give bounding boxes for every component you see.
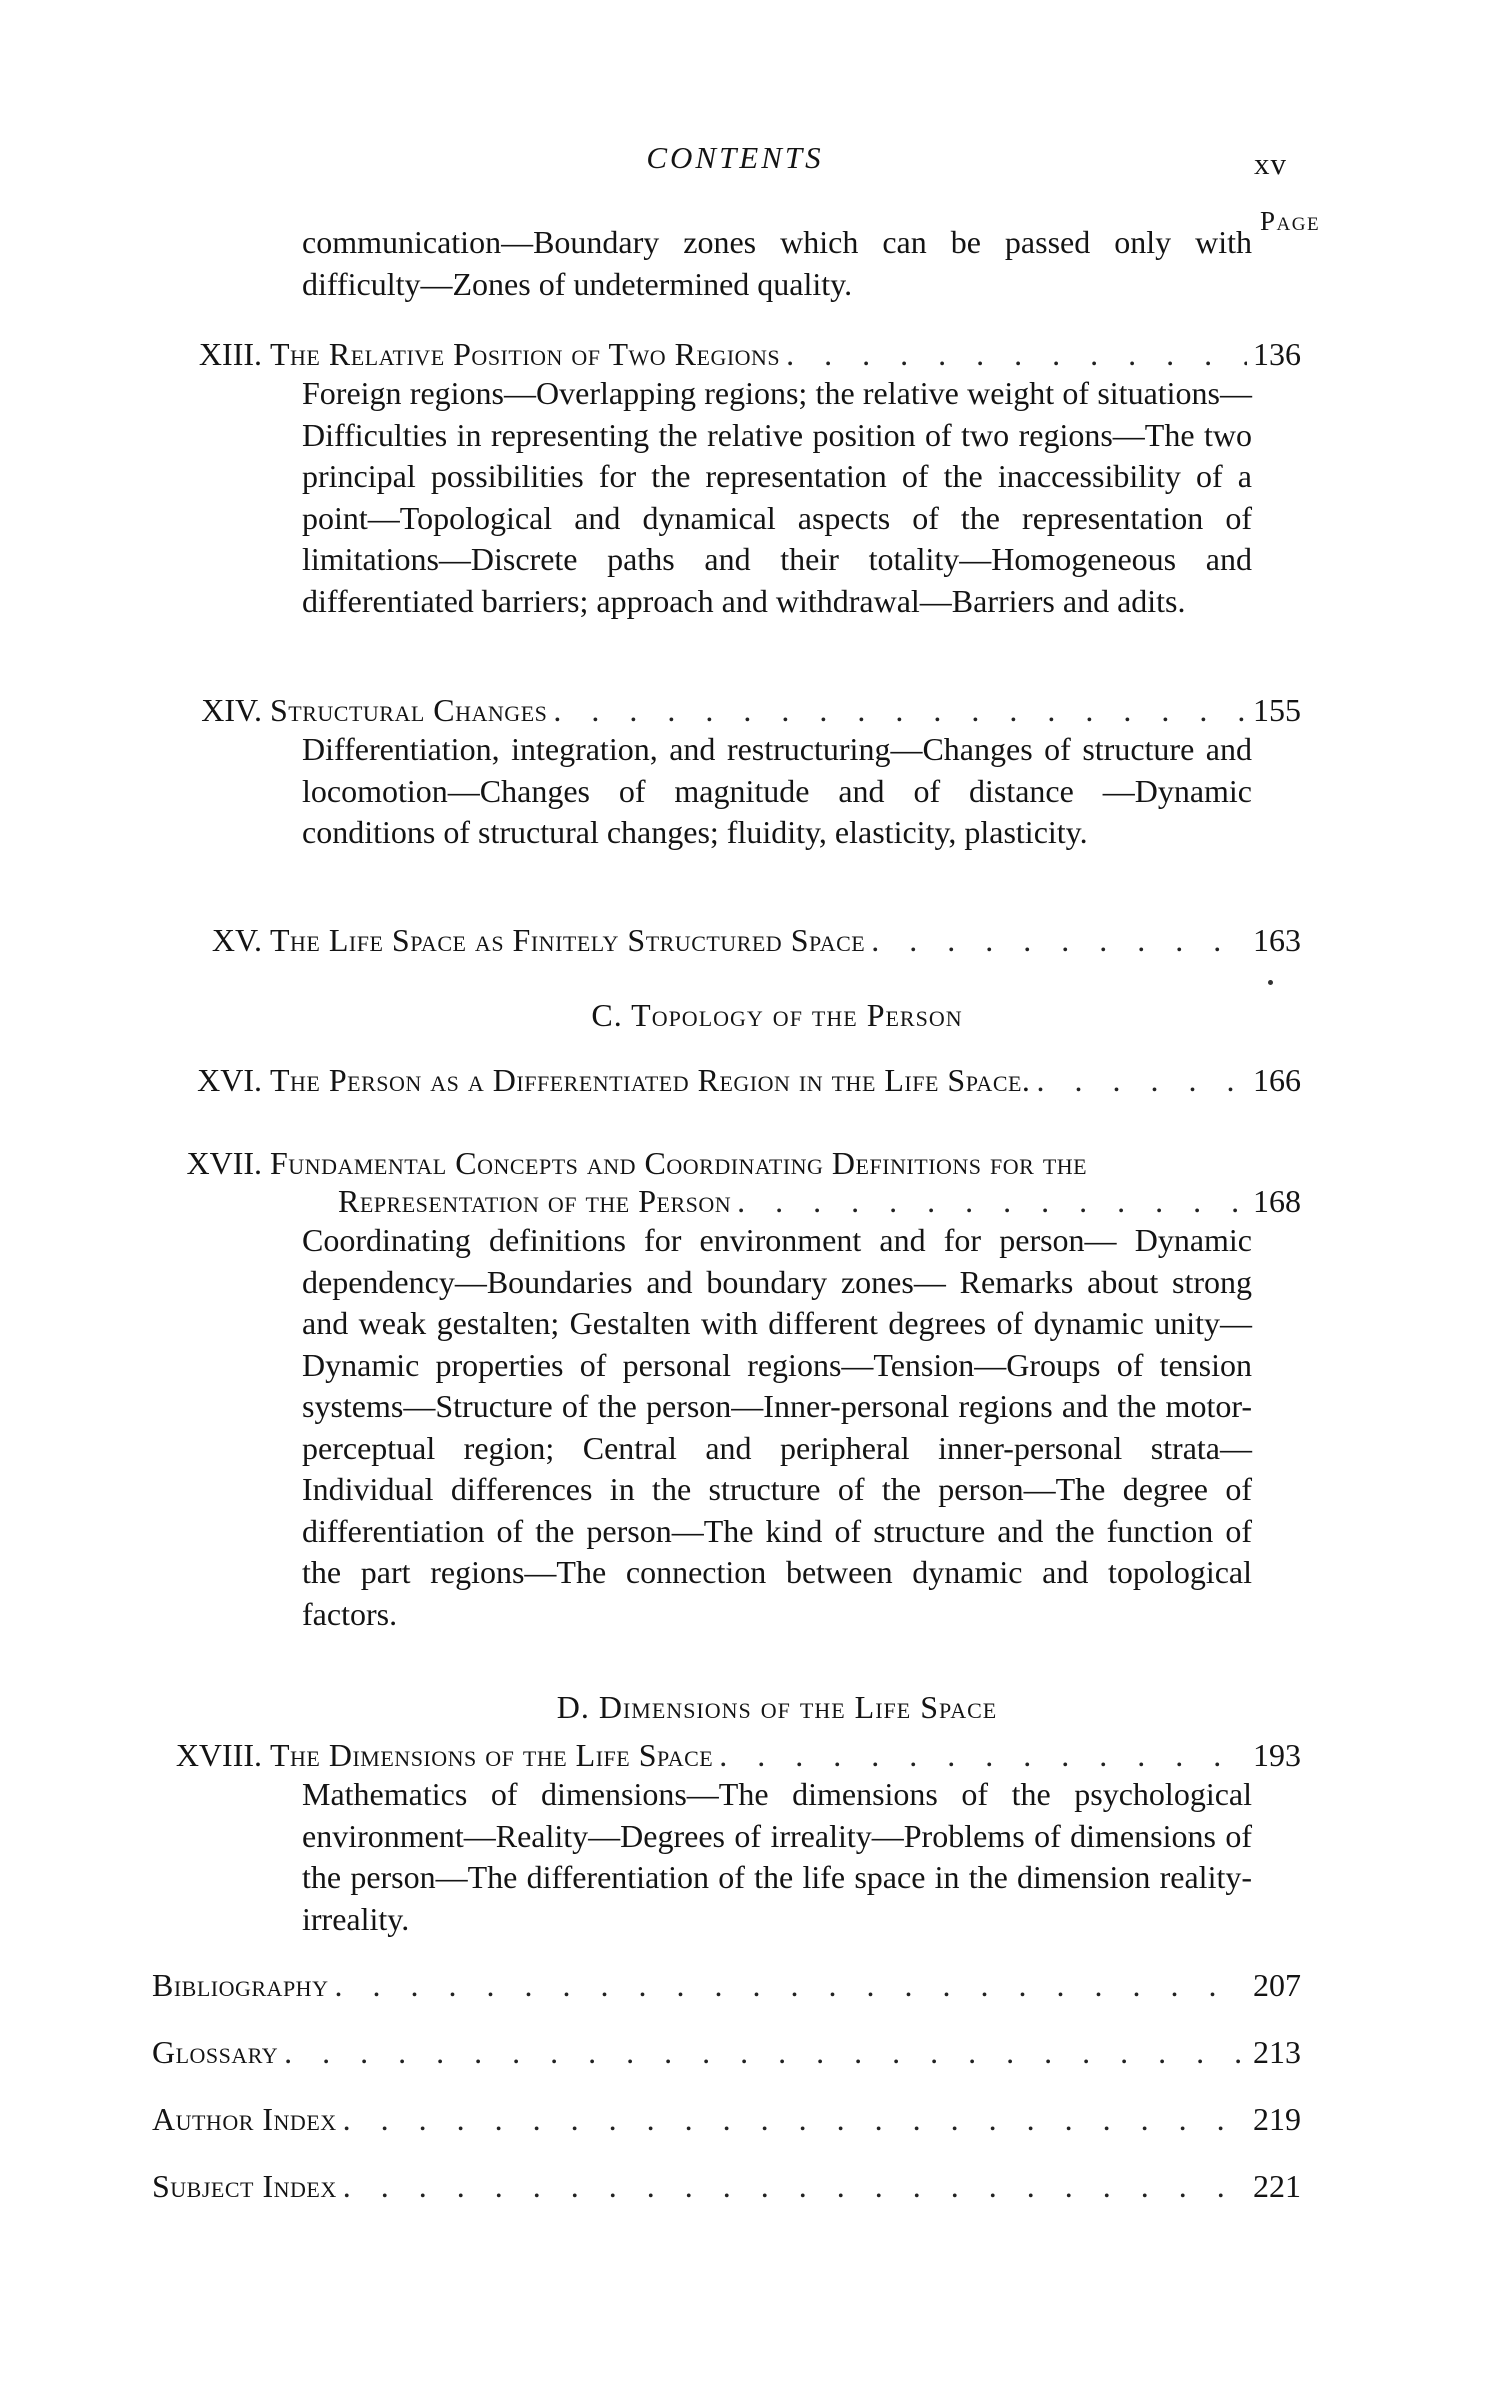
chapter-number: XVI. <box>197 1062 262 1098</box>
entry-title-line <box>152 2099 1315 2139</box>
page-number: 193 <box>1253 1737 1301 1773</box>
section-heading-c: C. Topology of the Person <box>591 997 963 1033</box>
entry-title-line <box>270 920 1315 960</box>
chapter-description: Foreign regions—Overlapping regions; the relative weight of situations—Difficulties in representing the relative position of two regions—The two principal possibilities for the representation of the inaccessibility of a point—Topological and dynamical aspects of the representation of limitations—Discrete paths and their totality—Homogeneous and differentiated barriers; approach and withdrawal—Barriers and adits. <box>302 375 1252 619</box>
chapter-title: The Relative Position of Two Regions <box>270 336 781 372</box>
chapter-description: Coordinating definitions for environment and for person— Dynamic dependency—Boundaries and boundary zones— Remarks about strong and weak gestalten; Gestalten with different degrees of dynamic unity—Dynamic properties of personal regions—Tension—Groups of tension systems—Structure of the person—Inner-personal regions and the motor-perceptual region; Central and peripheral inner-personal strata—Individual differences in the structure of the person—The degree of differentiation of the person—The kind of structure and the function of the part regions—The connection between dynamic and topological factors. <box>302 1222 1252 1632</box>
chapter-number: XVIII. <box>175 1737 262 1773</box>
chapter-description: Mathematics of dimensions—The dimensions of the psychological environment—Reality—Degrees of irreality—Problems of dimensions of the person—The differentiation of the life space in the dimension reality-irreality. <box>302 1776 1252 1937</box>
page-number: 219 <box>1253 2101 1301 2137</box>
dot-leader <box>737 1181 1247 1221</box>
page-number: 221 <box>1253 2168 1301 2204</box>
entry-title-line <box>338 1181 1315 1221</box>
dot-leader <box>553 690 1247 730</box>
entry-title-line <box>270 690 1315 730</box>
toc-entry-xviii <box>0 1735 1492 1775</box>
running-head-title: CONTENTS <box>646 140 824 175</box>
page-number: 136 <box>1253 336 1301 372</box>
page-number: 155 <box>1253 692 1301 728</box>
toc-entry-xvii-cont <box>0 1181 1492 1221</box>
back-matter-title: Glossary <box>152 2034 279 2070</box>
page-number: 213 <box>1253 2034 1301 2070</box>
back-matter-title: Author Index <box>152 2101 337 2137</box>
entry-title-line <box>270 334 1315 374</box>
chapter-number: XIII. <box>198 336 262 372</box>
dot-leader <box>719 1735 1247 1775</box>
toc-entry-xvii <box>0 1143 1492 1183</box>
chapter-number: XV. <box>211 922 262 958</box>
chapter-number: XVII. <box>186 1145 262 1181</box>
chapter-title: The Person as a Differentiated Region in the Life Space. <box>270 1062 1031 1098</box>
section-heading-d: D. Dimensions of the Life Space <box>556 1689 998 1725</box>
continuation-description: communication—Boundary zones which can be passed only with difficulty—Zones of undetermined quality. <box>302 224 1252 302</box>
chapter-title: Fundamental Concepts and Coordinating Definitions for the <box>270 1145 1088 1181</box>
chapter-number: XIV. <box>201 692 262 728</box>
page-column-label: Page <box>1260 206 1321 236</box>
page-number: 168 <box>1253 1183 1301 1219</box>
toc-entry-subject-index <box>0 2166 1492 2206</box>
toc-entry-bibliography <box>0 1965 1492 2005</box>
toc-entry-xiv <box>0 690 1492 730</box>
page-number: 166 <box>1253 1062 1301 1098</box>
ink-speck <box>1268 980 1273 985</box>
entry-title-line <box>270 1735 1315 1775</box>
entry-title-line <box>152 2032 1315 2072</box>
dot-leader <box>1036 1060 1247 1100</box>
dot-leader <box>786 334 1247 374</box>
chapter-title-continued: Representation of the Person <box>338 1183 732 1219</box>
back-matter-title: Subject Index <box>152 2168 337 2204</box>
toc-entry-author-index <box>0 2099 1492 2139</box>
toc-entry-xv <box>0 920 1492 960</box>
page-number: 207 <box>1253 1967 1301 2003</box>
entry-title-line <box>270 1060 1315 1100</box>
dot-leader <box>871 920 1247 960</box>
page-number: 163 <box>1253 922 1301 958</box>
page-folio: xv <box>1254 146 1287 181</box>
dot-leader <box>334 1965 1247 2005</box>
chapter-title: The Life Space as Finitely Structured Space <box>270 922 866 958</box>
chapter-description: Differentiation, integration, and restructuring—Changes of structure and locomotion—Changes of magnitude and of distance —Dynamic conditions of structural changes; fluidity, elasticity, plasticity. <box>302 731 1252 850</box>
toc-entry-xvi <box>0 1060 1492 1100</box>
dot-leader <box>343 2099 1247 2139</box>
toc-entry-xiii <box>0 334 1492 374</box>
back-matter-title: Bibliography <box>152 1967 329 2003</box>
entry-title-line <box>152 2166 1315 2206</box>
chapter-title: Structural Changes <box>270 692 548 728</box>
entry-title-line <box>152 1965 1315 2005</box>
dot-leader <box>284 2032 1247 2072</box>
chapter-title: The Dimensions of the Life Space <box>270 1737 714 1773</box>
toc-entry-glossary <box>0 2032 1492 2072</box>
dot-leader <box>343 2166 1247 2206</box>
